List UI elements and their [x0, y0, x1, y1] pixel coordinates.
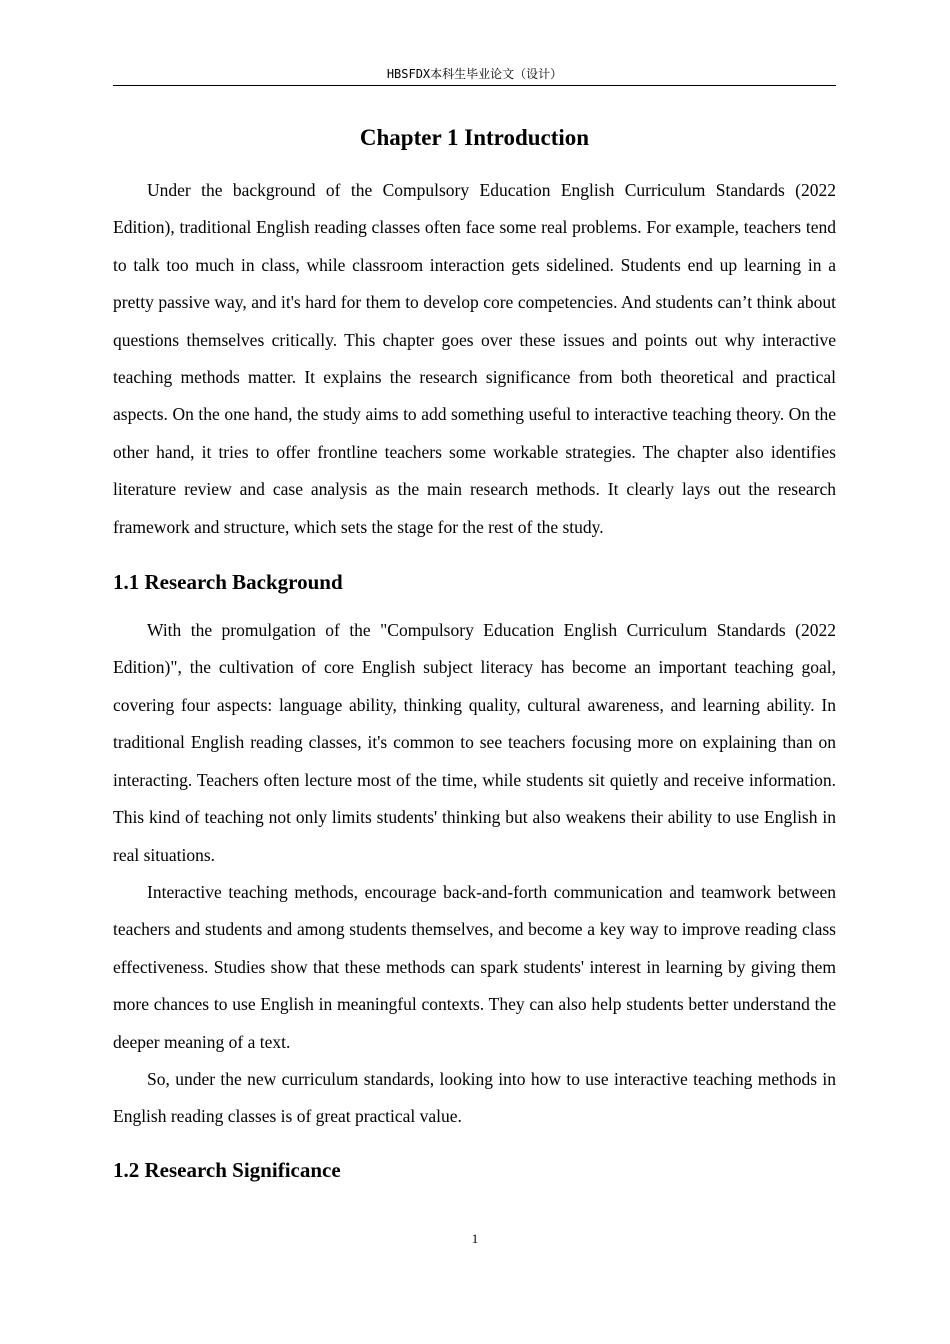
- background-paragraph-2: Interactive teaching methods, encourage back-and-forth communication and teamwork between teachers and students and among students themselves, and become a key way to improve reading class effectiveness. Studies show that these methods can spark students' interest in learning by giving them more chances to use English in meaningful contexts. They can also help students better understand the deeper meaning of a text.: [113, 881, 836, 1052]
- section-heading-background: 1.1 Research Background: [113, 570, 343, 595]
- section-heading-significance: 1.2 Research Significance: [113, 1157, 341, 1182]
- page-body: [113, 120, 836, 1184]
- page-number: 1: [471, 1231, 479, 1246]
- chapter-title: Chapter 1 Introduction: [359, 125, 590, 150]
- running-header: HBSFDX本科生毕业论文（设计）: [386, 67, 563, 81]
- background-paragraph-1: With the promulgation of the "Compulsory Education English Curriculum Standards (2022 Edition)", the cultivation of core English subject literacy has become an important teaching goal, covering four aspects: language ability, thinking quality, cultural awareness, and learning ability. In traditional English reading classes, it's common to see teachers focusing more on explaining than on interacting. Teachers often lecture most of the time, while students sit quietly and receive information. This kind of teaching not only limits students' thinking but also weakens their ability to use English in real situations.: [113, 620, 836, 865]
- background-paragraph-3: So, under the new curriculum standards, looking into how to use interactive teaching methods in English reading classes is of great practical value.: [113, 1068, 836, 1127]
- chapter-intro-paragraph: Under the background of the Compulsory Education English Curriculum Standards (2022 Edition), traditional English reading classes often face some real problems. For example, teachers tend to talk too much in class, while classroom interaction gets sidelined. Students end up learning in a pretty passive way, and it's hard for them to develop core competencies. And students can’t think about questions themselves critically. This chapter goes over these issues and points out why interactive teaching methods matter. It explains the research significance from both theoretical and practical aspects. On the one hand, the study aims to add something useful to interactive teaching theory. On the other hand, it tries to offer frontline teachers some workable strategies. The chapter also identifies literature review and case analysis as the main research methods. It clearly lays out the research framework and structure, which sets the stage for the rest of the study.: [113, 180, 836, 537]
- header-divider: [113, 85, 836, 86]
